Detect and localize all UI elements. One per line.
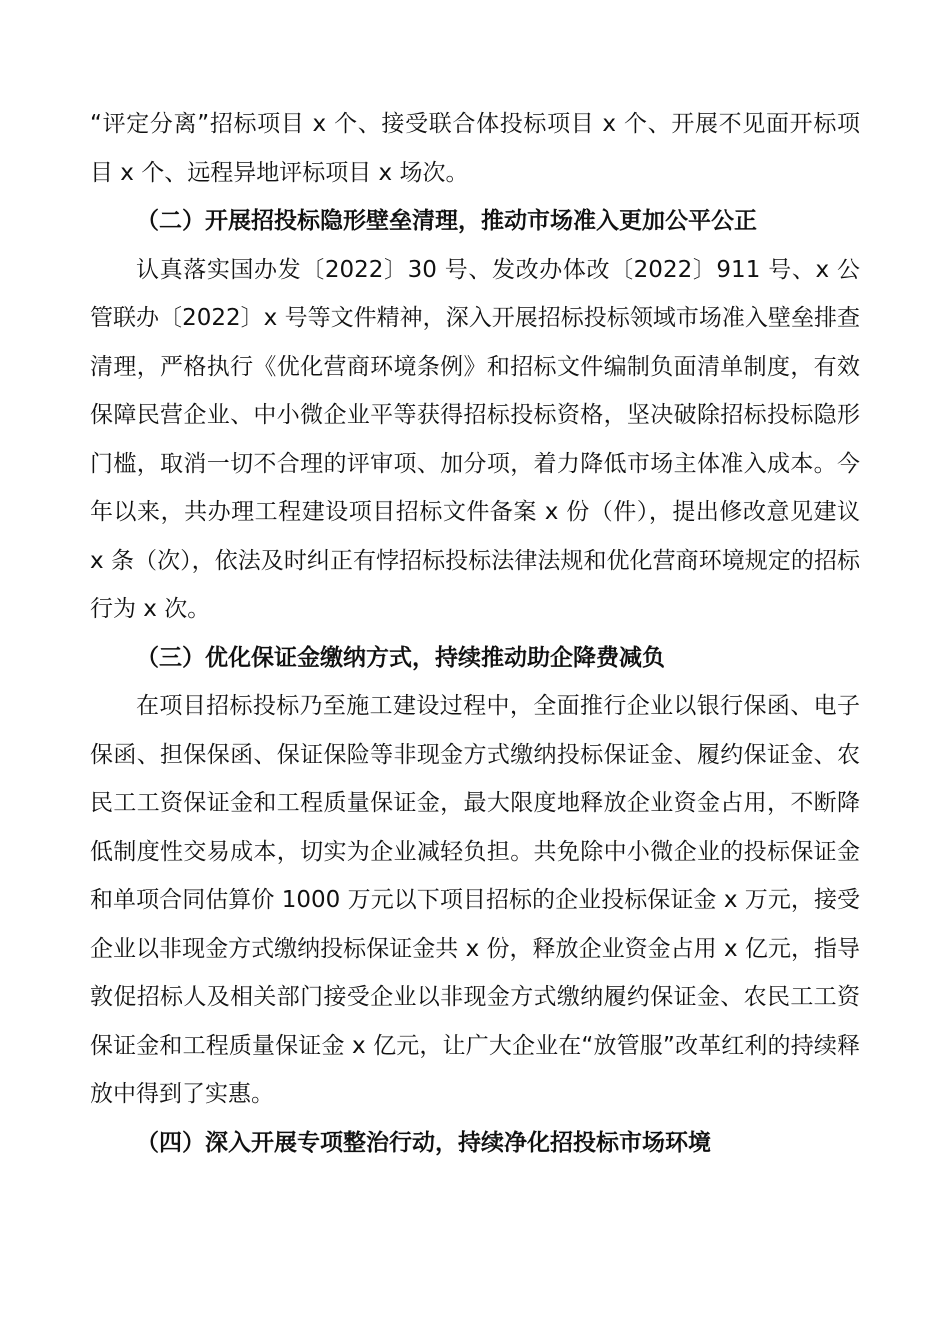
document-body [90,100,860,1167]
section-heading-4: （四）深入开展专项整治行动，持续净化招投标市场环境 [136,1129,711,1156]
section-heading-3: （三）优化保证金缴纳方式，持续推动助企降费减负 [136,644,665,671]
paragraph-barrier-clearance: 认真落实国办发〔2022〕30 号、发改办体改〔2022〕911 号、x 公管联办〔2022〕x 号等文件精神，深入开展招标投标领域市场准入壁垒排查清理，严格执行《优化营商环境条例》和招标文件编制负面清单制度，有效保障民营企业、中小微企业平等获得招标投标资格，坚决破除招标投标隐形门槛，取消一切不合理的评审项、加分项，着力降低市场主体准入成本。今年以来，共办理工程建设项目招标文件备案 x 份（件），提出修改意见建议 x 条（次），依法及时纠正有悖招标投标法律法规和优化营商环境规定的招标行为 x 次。 [90,256,860,622]
section-heading-2: （二）开展招投标隐形壁垒清理，推动市场准入更加公平公正 [136,208,757,234]
paragraph-deposit-payment: 在项目招标投标乃至施工建设过程中，全面推行企业以银行保函、电子保函、担保保函、保证保险等非现金方式缴纳投标保证金、履约保证金、农民工工资保证金和工程质量保证金，最大限度地释放企业资金占用，不断降低制度性交易成本，切实为企业减轻负担。共免除中小微企业的投标保证金和单项合同估算价 1000 万元以下项目招标的企业投标保证金 x 万元，接受企业以非现金方式缴纳投标保证金共 x 份，释放企业资金占用 x 亿元，指导敦促招标人及相关部门接受企业以非现金方式缴纳履约保证金、农民工工资保证金和工程质量保证金 x 亿元，让广大企业在“放管服”改革红利的持续释放中得到了实惠。 [90,693,860,1107]
paragraph-continuation: “评定分离”招标项目 x 个、接受联合体投标项目 x 个、开展不见面开标项目 x 个、远程异地评标项目 x 场次。 [90,111,860,186]
